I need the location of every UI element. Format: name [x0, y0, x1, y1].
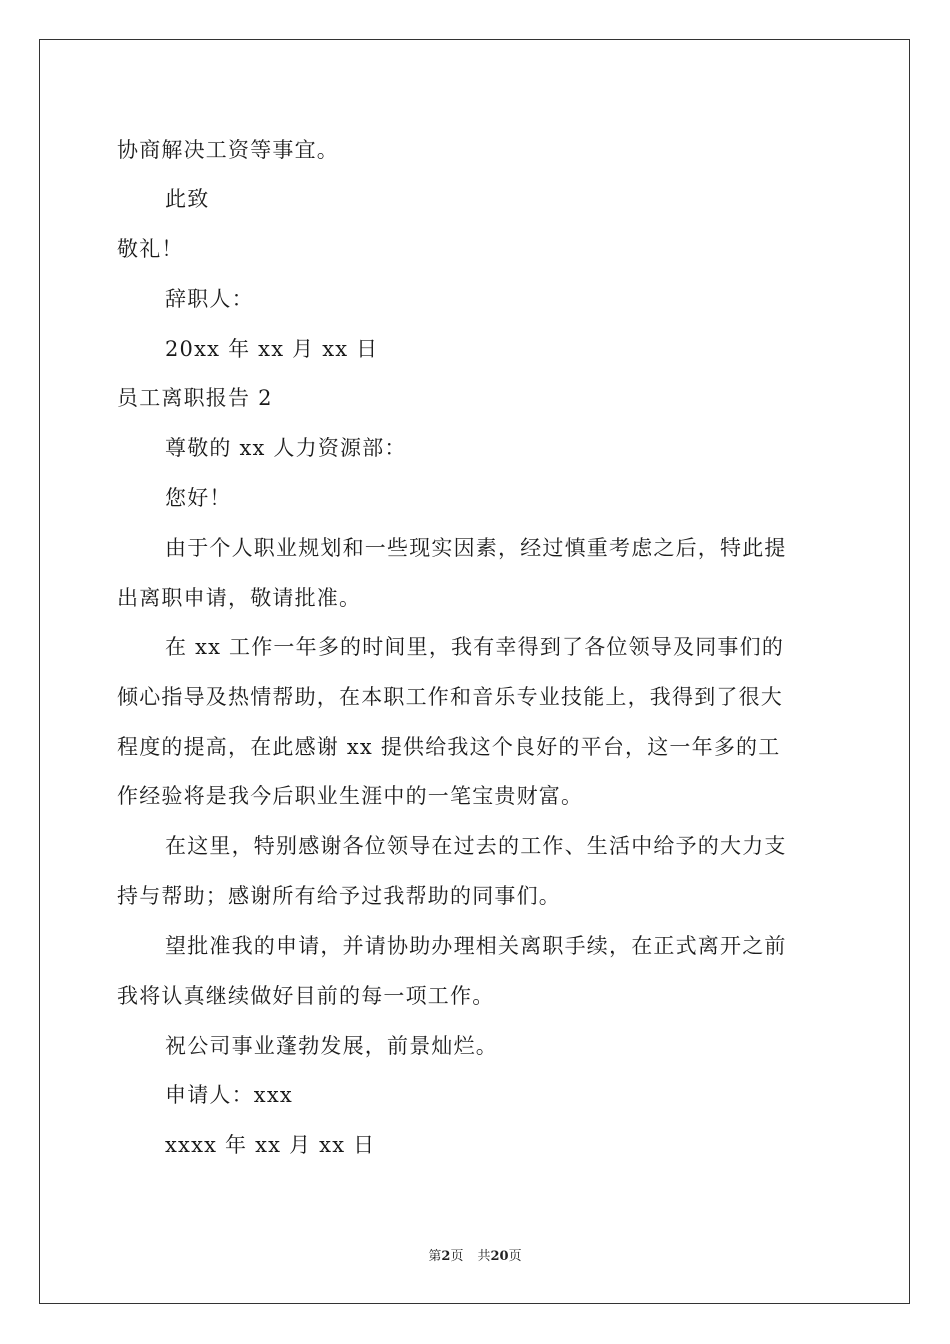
text-line: 20xx 年 xx 月 xx 日: [165, 337, 379, 361]
salutation: 尊敬的 xx 人力资源部：: [165, 436, 407, 460]
text-line: 协商解决工资等事宜。: [117, 138, 339, 162]
page-prefix: 第: [428, 1249, 442, 1264]
total-suffix: 页: [508, 1249, 522, 1264]
text-line: 由于个人职业规划和一些现实因素，经过慎重考虑之后，特此提: [165, 536, 787, 560]
total-pages: 20: [490, 1249, 509, 1264]
page-border: [39, 39, 910, 1304]
text-line: 我将认真继续做好目前的每一项工作。: [117, 984, 495, 1008]
text-line: 倾心指导及热情帮助，在本职工作和音乐专业技能上，我得到了很大: [117, 685, 783, 709]
text-line: 程度的提高，在此感谢 xx 提供给我这个良好的平台，这一年多的工: [117, 735, 781, 759]
page-number: 2: [441, 1249, 451, 1264]
text-line: 在 xx 工作一年多的时间里，我有幸得到了各位领导及同事们的: [165, 635, 785, 659]
total-prefix: 共: [477, 1249, 491, 1264]
text-line: 出离职申请，敬请批准。: [117, 586, 362, 610]
page-footer: [0, 1248, 950, 1266]
text-line: 辞职人：: [165, 287, 254, 311]
text-line: 祝公司事业蓬勃发展，前景灿烂。: [165, 1034, 498, 1058]
text-line: 在这里，特别感谢各位领导在过去的工作、生活中给予的大力支: [165, 834, 787, 858]
text-line: 作经验将是我今后职业生涯中的一笔宝贵财富。: [117, 784, 584, 808]
text-line: 持与帮助；感谢所有给予过我帮助的同事们。: [117, 884, 561, 908]
text-line: 此致: [165, 187, 210, 211]
applicant-line: 申请人：xxx: [165, 1083, 293, 1107]
section-title: 员工离职报告 2: [117, 386, 273, 410]
date-line: xxxx 年 xx 月 xx 日: [165, 1133, 376, 1157]
page-suffix: 页: [450, 1249, 464, 1264]
text-line: 敬礼！: [117, 237, 184, 261]
text-line: 望批准我的申请，并请协助办理相关离职手续，在正式离开之前: [165, 934, 787, 958]
greeting: 您好！: [165, 486, 232, 510]
